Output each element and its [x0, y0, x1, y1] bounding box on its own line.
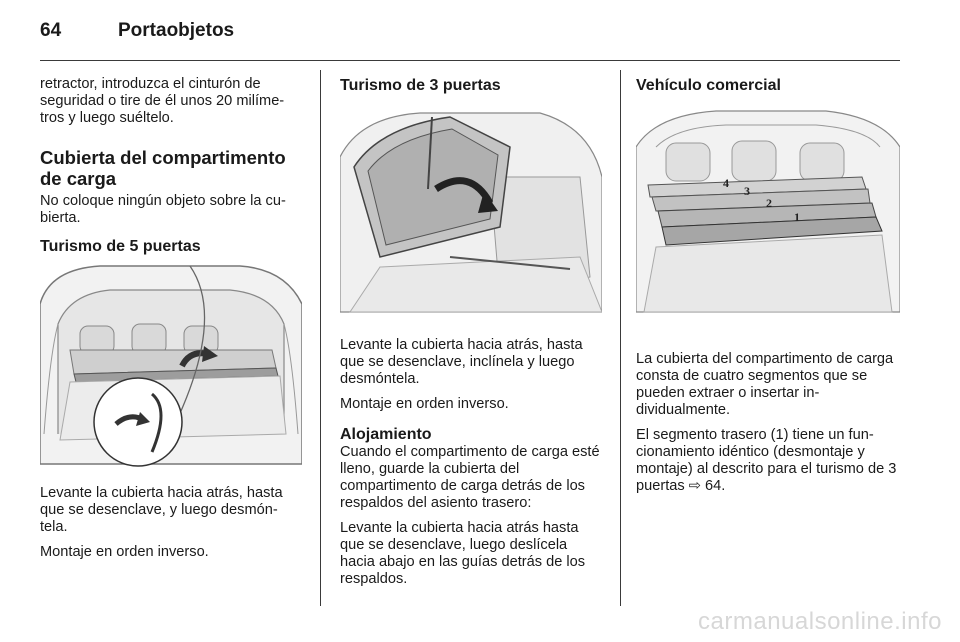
storage-text-1: Cuando el compartimento de carga esté lleno, guarde la cubierta del compartimento de carga detrás de los respaldos del asiento trasero:	[340, 444, 600, 511]
page-number: 64	[40, 20, 62, 41]
intro-paragraph: retractor, introduzca el cinturón de seguridad o tire de él unos 20 milíme-tros y luego suéltelo.	[40, 76, 285, 126]
five-door-illustration	[40, 264, 302, 469]
header-rule	[40, 60, 900, 61]
storage-text-2: Levante la cubierta hacia atrás hasta que se desenclave, luego deslícela hacia abajo en las guías detrás de los respaldos.	[340, 520, 586, 587]
three-door-heading: Turismo de 3 puertas	[340, 77, 501, 94]
section-title: Portaobjetos	[118, 20, 235, 41]
three-door-reassembly: Montaje en orden inverso.	[340, 396, 509, 412]
column-divider	[620, 70, 621, 606]
five-door-reassembly: Montaje en orden inverso.	[40, 544, 209, 560]
five-door-caption: Levante la cubierta hacia atrás, hasta que se desenclave, y luego desmón-tela.	[40, 485, 283, 535]
commercial-vehicle-heading: Vehículo comercial	[636, 77, 781, 94]
cargo-cover-warning: No coloque ningún objeto sobre la cu-bierta.	[40, 193, 286, 226]
segment-label-2: 2	[766, 196, 772, 210]
cargo-cover-heading: Cubierta del compartimento de carga	[40, 147, 286, 189]
segment-label-3: 3	[744, 184, 750, 198]
three-door-illustration	[340, 107, 602, 317]
storage-heading: Alojamiento	[340, 426, 432, 443]
three-door-caption: Levante la cubierta hacia atrás, hasta que se desenclave, inclínela y luego desmóntela.	[340, 337, 583, 387]
commercial-vehicle-illustration	[636, 107, 900, 317]
column-3	[636, 76, 904, 503]
column-1	[40, 76, 305, 569]
segment-label-1: 1	[794, 210, 800, 224]
segment-label-4: 4	[723, 176, 729, 190]
commercial-text-2: El segmento trasero (1) tiene un fun-cionamiento idéntico (desmontaje y montaje) al descrito para el turismo de 3 puertas ⇨ 64.	[636, 427, 897, 494]
watermark: carmanualsonline.info	[698, 608, 942, 635]
commercial-text-1: La cubierta del compartimento de carga consta de cuatro segmentos que se pueden extraer o insertar in-dividualmente.	[636, 351, 894, 418]
column-2	[340, 76, 605, 596]
five-door-heading: Turismo de 5 puertas	[40, 238, 201, 255]
column-divider	[320, 70, 321, 606]
